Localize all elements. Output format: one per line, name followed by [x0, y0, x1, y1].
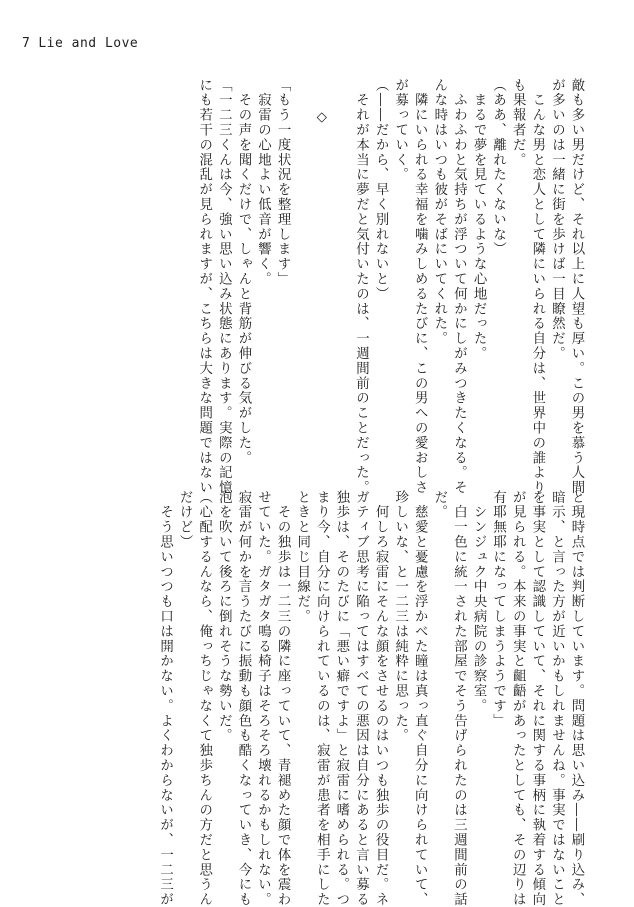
text-line: 何しろ寂雷にそんな顔をさせるのはいつも独歩の役目だ。ネ — [373, 490, 389, 907]
text-line: が多いのは一緒に街を歩けば一目瞭然だ。 — [549, 78, 565, 362]
text-line: （ああ、離れたくないな） — [490, 78, 506, 257]
text-line: にも若干の混乱が見られますが、こちらは大きな問題ではない — [196, 78, 212, 496]
text-line: 珍しいな、と一二三は純粋に思った。 — [392, 490, 408, 744]
text-line: も果報者だ。 — [510, 78, 526, 168]
text-line — [331, 78, 351, 450]
text-line: まるで夢を見ているような心地だった。 — [471, 78, 487, 362]
text-line: （心配するんなら、俺っちじゃなくて独歩ちんの方だと思うん — [196, 490, 212, 907]
text-line: 「一二三くんは今、強い思い込み状態にあります。実際の記憶 — [216, 78, 232, 496]
text-line: が募っていく。 — [392, 78, 408, 183]
text-line: そう思いつつも口は開かない。よくわからないが、一二三が — [157, 490, 173, 907]
text-line: 白一色に統一された部屋でそう告げられたのは三週間前の話 — [451, 490, 467, 907]
text-line: んな時はいつも彼がそばにいてくれた。 — [431, 78, 447, 347]
book-title: Lie and Love — [38, 36, 139, 51]
text-line: ガティブ思考に陥ってはすべての悪因は自分にあると言い募る — [353, 490, 369, 907]
text-line: と現時点では判断しています。問題は思い込み――刷り込み、 — [569, 490, 584, 907]
lower-text-block — [155, 490, 586, 907]
text-line: こんな男と恋人として隣にいられる自分は、世界中の誰より — [529, 78, 545, 496]
text-line: 慈愛と憂慮を浮かべた瞳は真っ直ぐ自分に向けられていて、 — [412, 490, 428, 907]
text-line: その独歩は一二三の隣に座っていて、青褪めた顔で体を震わ — [275, 490, 291, 907]
text-line: それが本当に夢だと気付いたのは、一週間前のことだった。 — [353, 78, 369, 496]
text-line: だけど） — [177, 490, 193, 550]
text-line: 「もう一度状況を整理します」 — [275, 78, 291, 287]
text-line: を事実として認識していて、それに関する事柄に執着する傾向 — [529, 490, 545, 907]
text-line: 隣にいられる幸福を噛みしめるたびに、この男への愛おしさ — [412, 78, 428, 496]
text-line: まり今、自分に向けられているのは、寂雷が患者を相手にした — [314, 490, 330, 907]
text-line: ときと同じ目線だ。 — [294, 490, 310, 625]
upper-text-block — [194, 78, 586, 496]
text-line: 有耶無耶になってしまうようです」 — [490, 490, 506, 729]
text-line: ふわふわと気持ちが浮ついて何かにしがみつきたくなる。そ — [451, 78, 467, 496]
text-line: 寂雷が何かを言うたびに振動も顔色も酷くなっていき、今にも — [235, 490, 251, 907]
page-number: 7 — [22, 36, 31, 51]
text-line: が見られる。本来の事実と齟齬があったとしても、その辺りは — [510, 490, 526, 907]
page-header — [22, 36, 146, 51]
text-line: せていた。ガタガタ鳴る椅子はそろそろ壊れるかもしれない。 — [255, 490, 271, 907]
text-line: だ。 — [431, 490, 447, 520]
text-line: 暗示、と言った方が近いかもしれませんね。事実ではないこと — [549, 490, 565, 907]
text-line: その声を聞くだけで、しゃんと背筋が伸びる気がした。 — [235, 78, 251, 466]
text-line: 敵も多い男だけど、それ以上に人望も厚い。この男を慕う人間 — [569, 78, 584, 496]
text-line: （――だから、早く別れないと） — [373, 78, 389, 302]
text-line — [292, 78, 312, 450]
section-divider: ◇ — [314, 110, 330, 127]
text-line: 独歩は、そのたびに「悪い癖ですよ」と寂雷に嗜められる。つ — [333, 490, 349, 907]
text-line: 寂雷の心地よい低音が響く。 — [255, 78, 271, 287]
text-line: シンジュク中央病院の診察室。 — [471, 490, 487, 714]
text-line: 泡を吹いて後ろに倒れそうな勢いだ。 — [216, 490, 232, 744]
